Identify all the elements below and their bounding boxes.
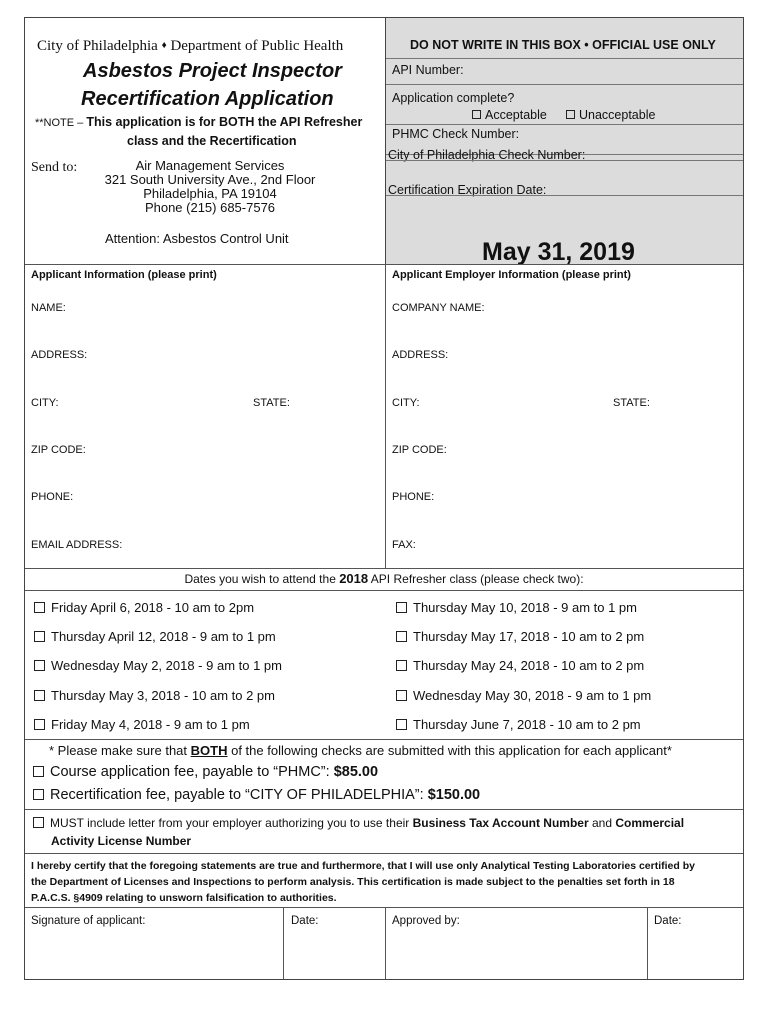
employer-city-field[interactable]: CITY: [392, 397, 420, 409]
employer-address-field[interactable]: ADDRESS: [392, 349, 449, 361]
note-text: This application is for BOTH the API Refresher [86, 115, 363, 129]
employer-heading: Applicant Employer Information (please print) [392, 269, 631, 281]
divider [386, 160, 743, 161]
date-option-right-5[interactable] [396, 717, 641, 732]
date-option-label: Friday May 4, 2018 - 9 am to 1 pm [51, 717, 250, 732]
date-option-label: Thursday May 24, 2018 - 10 am to 2 pm [413, 658, 645, 673]
date-option-label: Thursday June 7, 2018 - 10 am to 2 pm [413, 717, 641, 732]
certification-line: the Department of Licenses and Inspections to perform analysis. This certification is made subject to the penalties set forth in 18 [31, 876, 675, 888]
course-fee-amount: $85.00 [333, 764, 379, 780]
employer-phone-field[interactable]: PHONE: [392, 491, 435, 503]
divider [25, 739, 743, 740]
api-number-field[interactable]: API Number: [392, 63, 464, 77]
city-check-field[interactable]: City of Philadelphia Check Number: [388, 148, 586, 162]
divider [25, 853, 743, 854]
course-fee-option[interactable] [33, 764, 378, 780]
checks-note-both: BOTH [190, 743, 228, 758]
expiration-field[interactable]: Certification Expiration Date: [388, 183, 547, 197]
letter-bold: Business Tax Account Number [412, 816, 589, 830]
checkbox-icon[interactable] [396, 631, 407, 642]
divider [25, 264, 743, 265]
divider [385, 264, 386, 568]
attention-line: Attention: Asbestos Control Unit [105, 231, 289, 246]
agency-line [37, 38, 343, 55]
divider [25, 590, 743, 591]
approved-by-field[interactable]: Approved by: [392, 915, 460, 927]
date-option-right-1[interactable] [396, 600, 637, 615]
phmc-check-field[interactable]: PHMC Check Number: [392, 127, 520, 141]
checkbox-icon[interactable] [33, 766, 44, 777]
letter-line2: Activity License Number [51, 834, 192, 848]
checkbox-icon[interactable] [34, 719, 45, 730]
dates-year: 2018 [339, 571, 369, 586]
letter-bold: Commercial [615, 816, 685, 830]
applicant-signature-field[interactable]: Signature of applicant: [31, 915, 146, 927]
applicant-date-field[interactable]: Date: [291, 915, 319, 927]
checkbox-icon[interactable] [396, 602, 407, 613]
date-option-left-2[interactable] [34, 629, 276, 644]
date-option-label: Thursday April 12, 2018 - 9 am to 1 pm [51, 629, 276, 644]
divider [386, 195, 743, 196]
applicant-name-field[interactable]: NAME: [31, 302, 66, 314]
divider [283, 907, 284, 979]
recert-fee-label: Recertification fee, payable to “CITY OF PHILADELPHIA”: [50, 787, 428, 803]
date-option-label: Friday April 6, 2018 - 10 am to 2pm [51, 600, 255, 615]
recert-fee-amount: $150.00 [427, 787, 481, 803]
date-option-label: Thursday May 10, 2018 - 9 am to 1 pm [413, 600, 637, 615]
applicant-phone-field[interactable]: PHONE: [31, 491, 74, 503]
official-use-box [385, 18, 743, 264]
mailing-address [85, 159, 335, 215]
address-line: Air Management Services [135, 158, 285, 173]
address-line: Phone (215) 685-7576 [144, 200, 276, 215]
dates-prompt-text: Dates you wish to attend the [184, 572, 340, 586]
note-prefix: **NOTE – [35, 117, 87, 129]
recert-fee-option[interactable] [33, 787, 480, 803]
checkbox-icon[interactable] [34, 631, 45, 642]
company-name-field[interactable]: COMPANY NAME: [392, 302, 485, 314]
date-option-left-4[interactable] [34, 688, 275, 703]
checkbox-icon[interactable] [33, 817, 44, 828]
date-option-right-2[interactable] [396, 629, 644, 644]
divider [386, 58, 743, 59]
divider [25, 809, 743, 810]
checkbox-icon[interactable] [396, 719, 407, 730]
checkbox-icon[interactable] [33, 789, 44, 800]
date-option-label: Wednesday May 30, 2018 - 9 am to 1 pm [413, 688, 652, 703]
employer-fax-field[interactable]: FAX: [392, 539, 416, 551]
official-use-heading: DO NOT WRITE IN THIS BOX • OFFICIAL USE ONLY [410, 38, 716, 52]
note-line1 [35, 115, 362, 129]
certification-statement [31, 858, 695, 906]
expiration-date: May 31, 2019 [482, 238, 635, 266]
applicant-address-field[interactable]: ADDRESS: [31, 349, 88, 361]
send-to-label: Send to: [31, 160, 78, 175]
applicant-email-field[interactable]: EMAIL ADDRESS: [31, 539, 123, 551]
checkbox-icon[interactable] [34, 690, 45, 701]
date-option-left-1[interactable] [34, 600, 254, 615]
divider [386, 124, 743, 125]
divider [385, 907, 386, 979]
date-option-label: Thursday May 3, 2018 - 10 am to 2 pm [51, 688, 275, 703]
checks-note-text: * Please make sure that [49, 743, 191, 758]
course-fee-label: Course application fee, payable to “PHMC”: [50, 764, 334, 780]
date-option-left-3[interactable] [34, 658, 282, 673]
applicant-state-field[interactable]: STATE: [253, 397, 290, 409]
letter-text: and [588, 816, 616, 830]
unacceptable-option[interactable] [566, 108, 655, 122]
unacceptable-label: Unacceptable [579, 108, 656, 122]
employer-state-field[interactable]: STATE: [613, 397, 650, 409]
certification-line: I hereby certify that the foregoing statements are true and furthermore, that I will use only Analytical Testing Laboratories certified by [31, 860, 695, 872]
divider [25, 907, 743, 908]
checkbox-icon[interactable] [396, 690, 407, 701]
divider [386, 84, 743, 85]
app-complete-label: Application complete? [392, 91, 515, 105]
approval-date-field[interactable]: Date: [654, 915, 682, 927]
address-line: 321 South University Ave., 2nd Floor [104, 172, 316, 187]
applicant-city-field[interactable]: CITY: [31, 397, 59, 409]
employer-letter-requirement[interactable] [33, 814, 684, 850]
checkbox-icon[interactable] [566, 110, 575, 119]
letter-text: MUST include letter from your employer authorizing you to use their [50, 816, 413, 830]
form-title-line2: Recertification Application [81, 88, 334, 110]
acceptable-label: Acceptable [485, 108, 547, 122]
checkbox-icon[interactable] [34, 602, 45, 613]
divider [647, 907, 648, 979]
checks-note [49, 743, 672, 758]
dates-prompt-text: API Refresher class (please check two): [368, 572, 584, 586]
certification-line: P.A.C.S. §4909 relating to unsworn falsification to authorities. [31, 892, 337, 904]
acceptable-option[interactable] [472, 108, 547, 122]
note-line2: class and the Recertification [127, 134, 297, 148]
department-name: Department of Public Health [170, 38, 344, 54]
address-line: Philadelphia, PA 19104 [143, 186, 277, 201]
checkbox-icon[interactable] [34, 660, 45, 671]
form-title-line1: Asbestos Project Inspector [83, 60, 342, 82]
applicant-zip-field[interactable]: ZIP CODE: [31, 444, 86, 456]
date-option-label: Wednesday May 2, 2018 - 9 am to 1 pm [51, 658, 282, 673]
applicant-heading: Applicant Information (please print) [31, 269, 217, 281]
divider [25, 568, 743, 569]
agency-name: City of Philadelphia [37, 38, 158, 54]
employer-zip-field[interactable]: ZIP CODE: [392, 444, 447, 456]
date-option-left-5[interactable] [34, 717, 250, 732]
checks-note-text: of the following checks are submitted with this application for each applicant* [227, 743, 672, 758]
date-option-label: Thursday May 17, 2018 - 10 am to 2 pm [413, 629, 645, 644]
dates-prompt [25, 571, 743, 586]
diamond-bullet-icon: ♦ [161, 40, 167, 51]
checkbox-icon[interactable] [472, 110, 481, 119]
application-form [24, 17, 744, 980]
checkbox-icon[interactable] [396, 660, 407, 671]
date-option-right-3[interactable] [396, 658, 644, 673]
date-option-right-4[interactable] [396, 688, 651, 703]
